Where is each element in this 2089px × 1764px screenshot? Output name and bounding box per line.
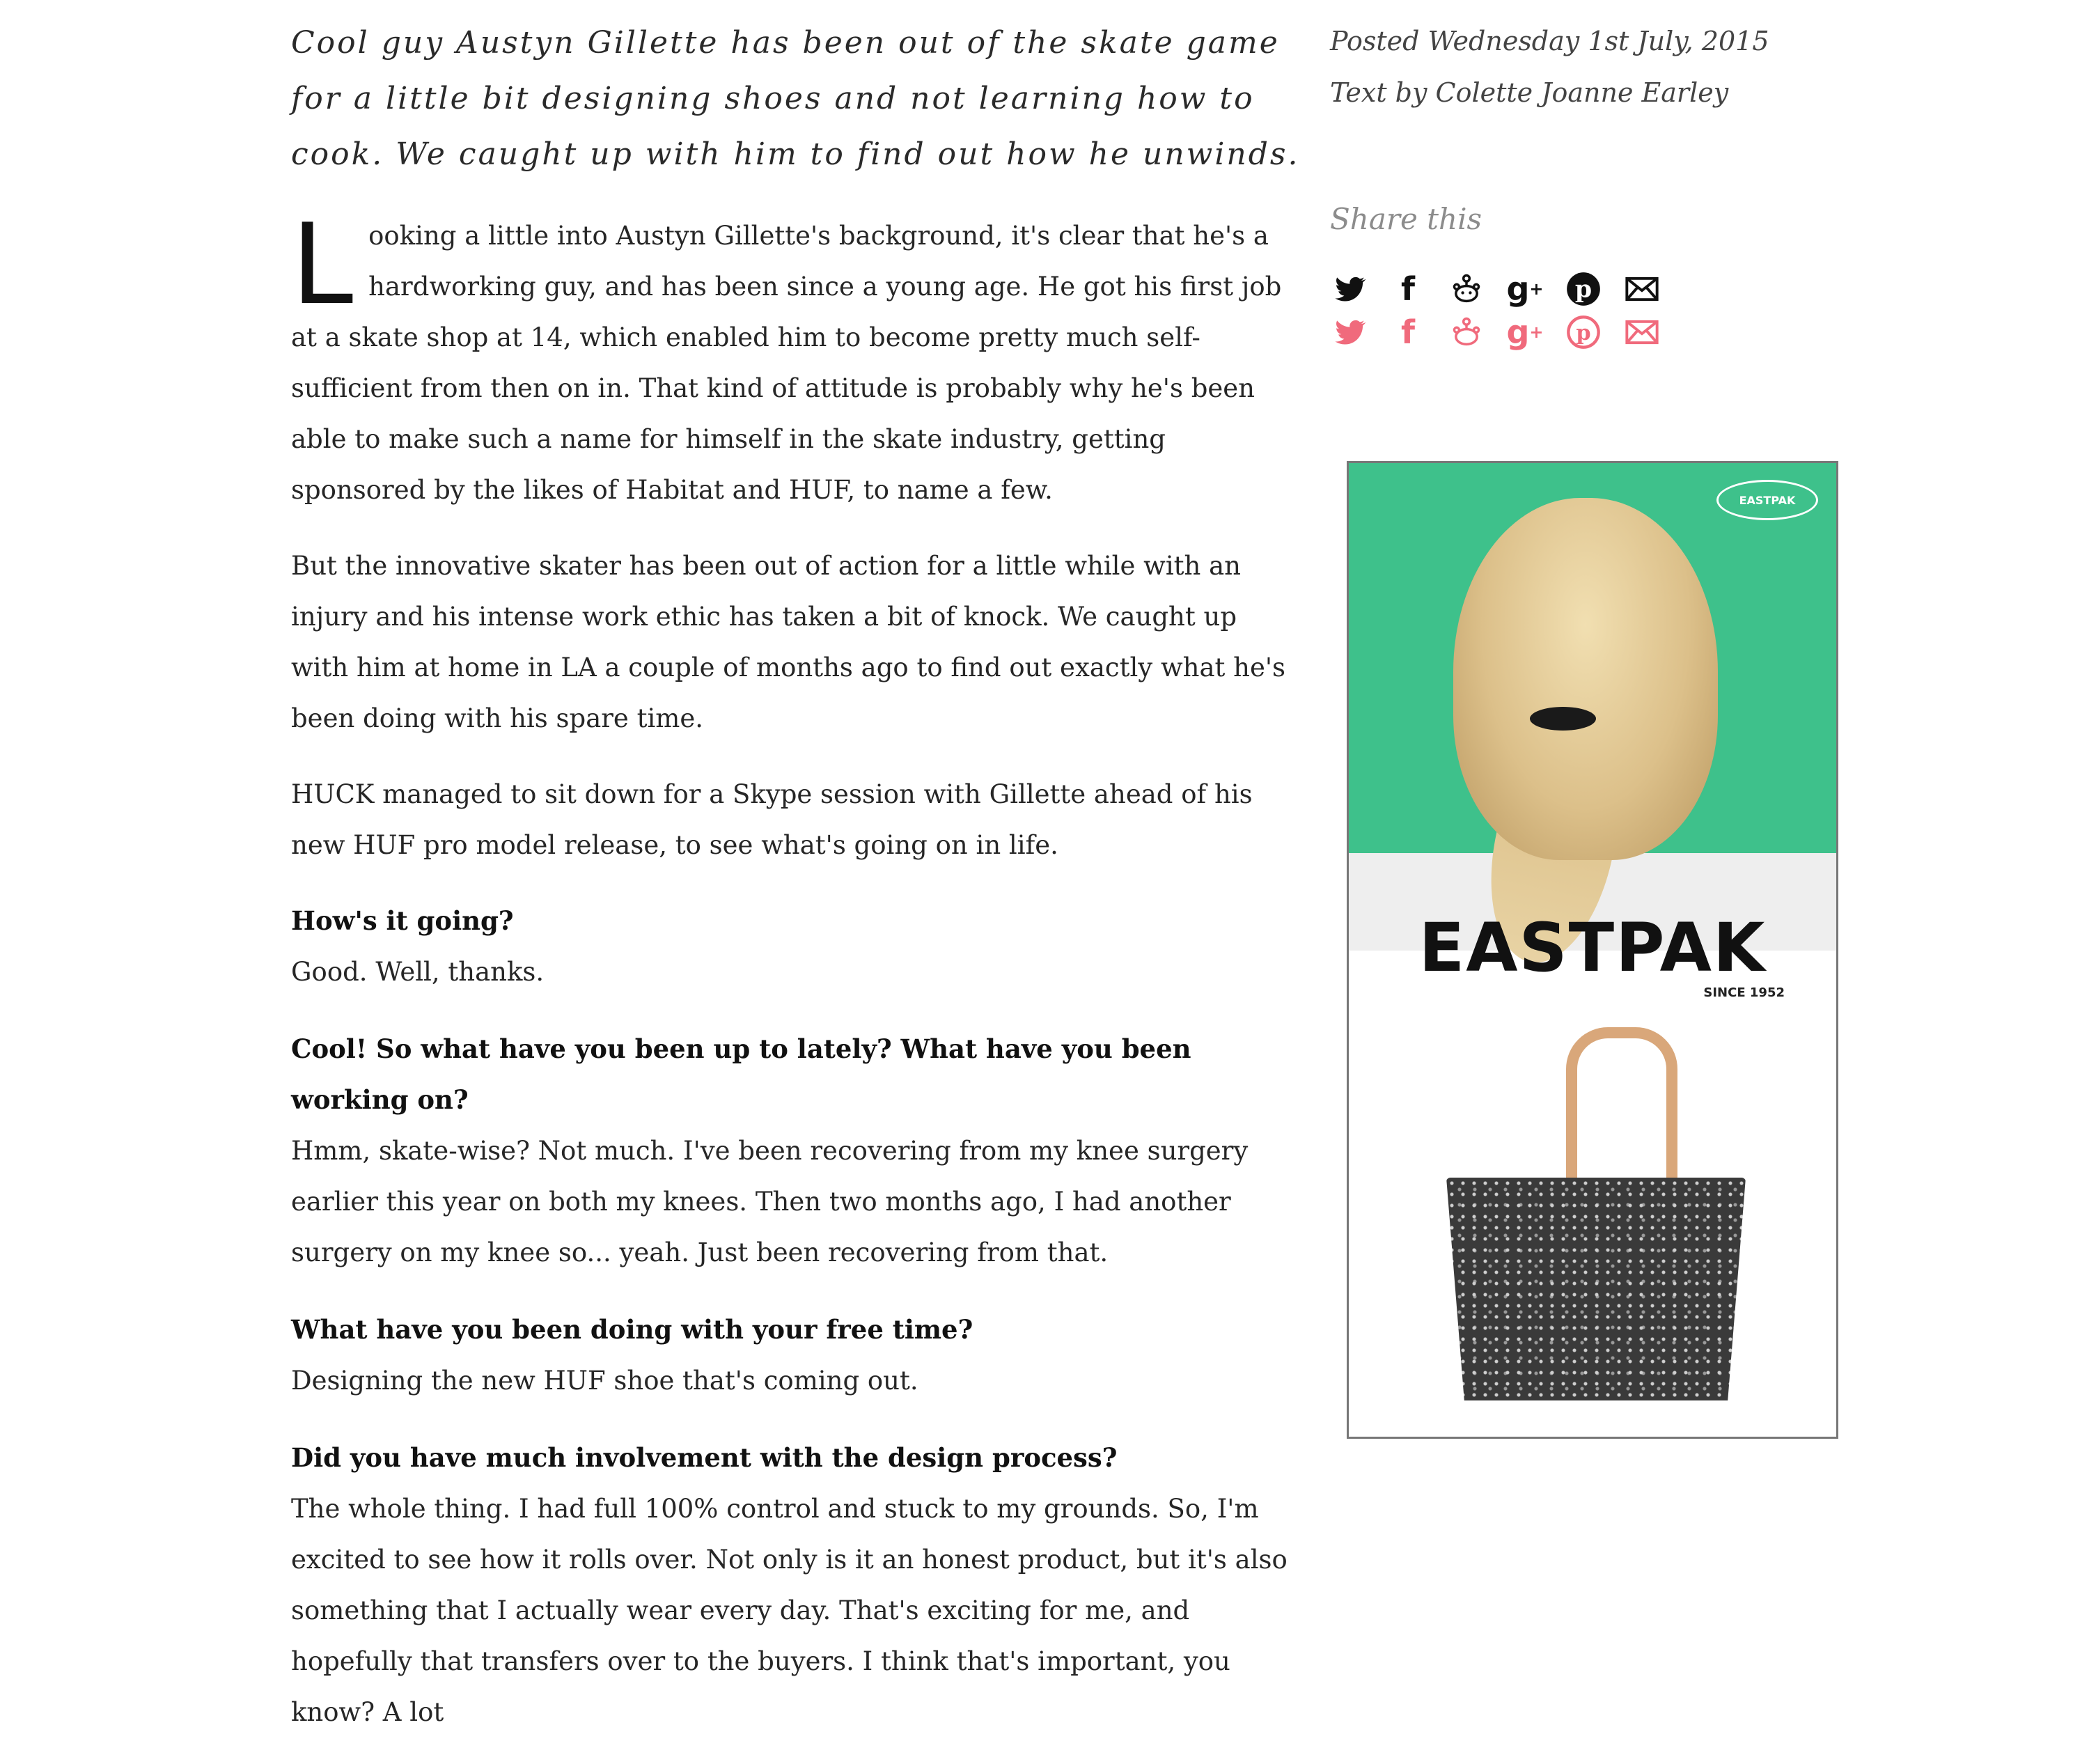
svg-text:p: p <box>1576 320 1591 345</box>
google-plus-icon[interactable]: g + <box>1506 313 1544 351</box>
pinterest-icon[interactable] <box>1564 313 1603 352</box>
interview-answer: Good. Well, thanks. <box>291 957 545 987</box>
paragraph-1-text: ooking a little into Austyn Gillette's background, it's clear that he's a hardworking guy, and has been since a young age. He got his first job at a skate shop at 14, which enabled him to become pretty much self-sufficient from then on in. That kind of attitude is probably why he's been able to make such a name for himself in the skate industry, getting sponsored by the likes of Habitat and HUF, to name a few. <box>291 221 1282 505</box>
eastpak-advertisement[interactable] <box>1347 461 1838 1439</box>
share-icons-row-hover <box>1330 313 1859 352</box>
qa-block <box>291 1304 1301 1406</box>
reddit-icon[interactable] <box>1447 270 1486 309</box>
facebook-icon[interactable]: f <box>1400 313 1415 351</box>
article-body <box>291 199 1301 1738</box>
qa-block <box>291 1433 1301 1738</box>
article-paragraph-1 <box>291 199 1301 515</box>
drop-cap: L <box>291 199 354 329</box>
ad-hair <box>1453 498 1718 860</box>
article-paragraph-2: But the innovative skater has been out of action for a little while with an injury and his intense work ethic has taken a bit of knock. We caught up with him at home in LA a couple of months ago to find out exactly what he's been doing with his spare time. <box>291 551 1286 733</box>
twitter-icon[interactable] <box>1330 270 1369 309</box>
interview-answer: The whole thing. I had full 100% control and stuck to my grounds. So, I'm excited to see how it rolls over. Not only is it an honest product, but it's also something that I actually wear every day. That's exciting for me, and hopefully that transfers over to the buyers. I think that's important, you know? A lot <box>291 1494 1288 1727</box>
interview-question: Did you have much involvement with the design process? <box>291 1442 1118 1473</box>
email-icon[interactable] <box>1622 313 1661 352</box>
share-label: Share this <box>1330 202 1482 236</box>
google-plus-icon[interactable]: g + <box>1506 270 1544 308</box>
email-icon[interactable] <box>1622 270 1661 309</box>
share-icons-row <box>1330 270 1859 309</box>
article-standfirst: Cool guy Austyn Gillette has been out of the skate game for a little bit designing shoes and not learning how to cook. We caught up with him to find out how he unwinds. <box>291 25 1300 172</box>
facebook-icon[interactable]: f <box>1400 270 1415 308</box>
ad-hair-tie <box>1530 707 1596 731</box>
interview-answer: Designing the new HUF shoe that's coming out. <box>291 1366 918 1396</box>
article <box>291 15 1301 1764</box>
interview-question: Cool! So what have you been up to lately? What have you been working on? <box>291 1033 1191 1115</box>
interview-answer: Hmm, skate-wise? Not much. I've been recovering from my knee surgery earlier this year on both my knees. Then two months ago, I had another surgery on my knee so... yeah. Just been recovering from that. <box>291 1136 1249 1267</box>
ad-since-tagline: SINCE 1952 <box>1703 985 1785 1000</box>
ad-logo-badge: EASTPAK <box>1716 480 1818 520</box>
svg-text:p: p <box>1574 274 1593 304</box>
interview-question: What have you been doing with your free time? <box>291 1314 973 1345</box>
article-paragraph-3: HUCK managed to sit down for a Skype session with Gillette ahead of his new HUF pro model release, to see what's going on in life. <box>291 779 1253 860</box>
qa-block <box>291 896 1301 997</box>
pinterest-icon[interactable] <box>1564 270 1603 309</box>
twitter-icon[interactable] <box>1330 313 1369 352</box>
qa-block <box>291 1024 1301 1278</box>
article-sidebar <box>1330 15 1859 352</box>
interview-question: How's it going? <box>291 905 514 936</box>
reddit-icon[interactable] <box>1447 313 1486 352</box>
tote-bag-image <box>1446 1178 1746 1400</box>
author-credit: Text by Colette Joanne Earley <box>1330 77 1729 108</box>
posted-date: Posted Wednesday 1st July, 2015 <box>1330 26 1769 56</box>
ad-brand-wordmark: EASTPAK <box>1418 909 1767 987</box>
